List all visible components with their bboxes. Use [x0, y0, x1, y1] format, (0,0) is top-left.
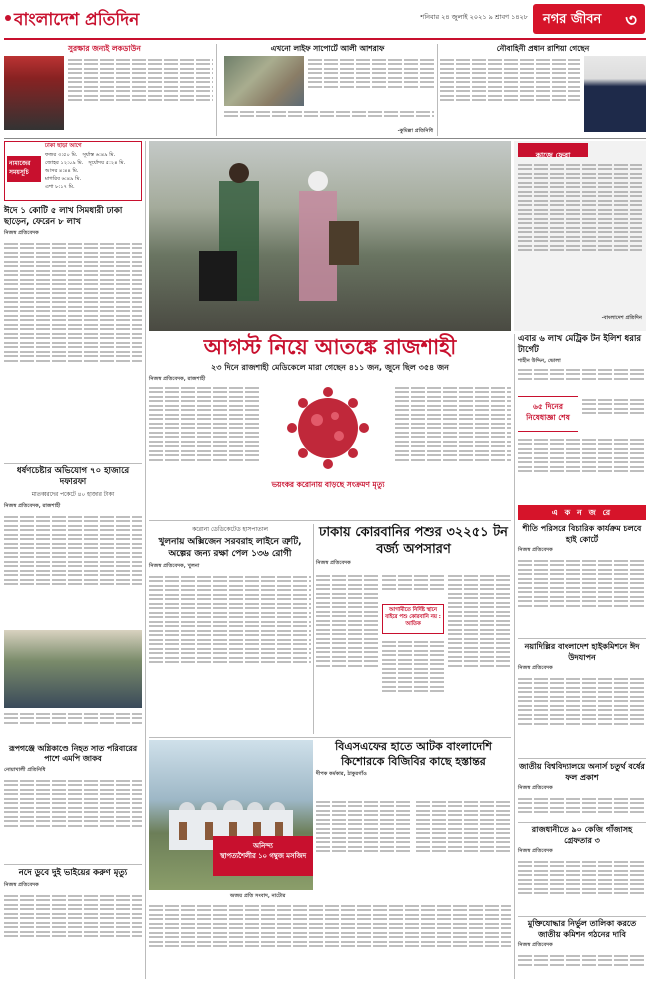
- top-story-2: [220, 44, 435, 136]
- prayer-time-box: [4, 141, 142, 201]
- story-title: নদে ডুবে দুই ভাইয়ের করুণ মৃত্যু: [18, 868, 128, 878]
- right-story-ilish: [518, 334, 646, 366]
- story-title: এবার ৬ লাখ মেট্রিক টন ইলিশ ধরার টার্গেট: [518, 334, 642, 355]
- story-body: [4, 892, 142, 968]
- prayer-times: ফজর ৩:৫০ মি. সূর্যাস্ত ৬:৪৯ মি. জোহর ১২:০৯ মি. সূর্যোদয় ৫:২৪ মি. আসর ৪:৪৪ মি. মাগরিব ৬:৪৯ মি. এশা ৮:১৭ মি.: [45, 152, 126, 190]
- logo-text: বাংলাদেশ প্রতিদিন: [14, 10, 140, 30]
- story-byline: নিজস্ব প্রতিবেদক: [518, 547, 553, 553]
- mosque-story-body: [149, 902, 511, 978]
- story-body-cont: [224, 108, 434, 128]
- photo-credit: -বাংলাদেশ প্রতিদিন: [601, 315, 642, 321]
- story-body: [308, 56, 434, 106]
- newspaper-logo: [4, 6, 154, 30]
- story-divider: [149, 737, 511, 738]
- ekanzre-banner: এ ক ন জ রে: [518, 505, 646, 520]
- story-byline: নিজস্ব প্রতিবেদক: [518, 942, 553, 948]
- left-story-sim: [4, 206, 142, 445]
- top-story-3: [440, 44, 646, 136]
- lead-headline: আগস্ট নিয়ে আতঙ্কে রাজশাহী: [203, 334, 457, 359]
- left-story-rape: [4, 466, 142, 631]
- right-story-eid: [518, 642, 646, 757]
- portrait-photo: [4, 56, 64, 130]
- story-byline: নিজস্ব প্রতিবেদক, খুলনা: [149, 563, 200, 569]
- ilish-body-c: [518, 436, 646, 502]
- top-story-1: [4, 44, 214, 134]
- story-title: ঢাকায় কোরবানির পশুর ৩২২৫১ টন বর্জ্য অপসারণ: [319, 525, 508, 557]
- portrait-photo: [224, 56, 304, 106]
- prayer-box-label: নামাজের সময়সূচি: [7, 156, 41, 182]
- story-title: রূপগঞ্জে অগ্নিকাণ্ডে নিহত সাত পরিবারের পাশে এমপি জাকব: [8, 744, 138, 763]
- rupganj-caption: [4, 710, 142, 738]
- story-body: [68, 56, 213, 130]
- story-body: [518, 795, 646, 829]
- story-title: খুলনায় অক্সিজেন সরবরাহ লাইনে ত্রুটি, অল্পের জন্য রক্ষা পেল ১৩৬ রোগী: [158, 537, 302, 559]
- story-title: জাতীয় বিশ্ববিদ্যালয়ে অনার্স চতুর্থ বর্ষের ফল প্রকাশ: [519, 762, 645, 782]
- virus-graphic: [265, 380, 391, 512]
- right-story-ganja: [518, 825, 646, 920]
- story-divider: [518, 758, 646, 759]
- photo-story-box: [514, 141, 646, 331]
- story-title: সুরক্ষার জন্যই লকডাউন: [68, 44, 141, 53]
- photo-tag: কাজে ফেরা: [518, 143, 588, 157]
- ilish-body-b: [582, 396, 646, 434]
- story-divider: [518, 638, 646, 639]
- story-body: [518, 557, 646, 639]
- ilish-pull-quote: ৬৫ দিনের নিষেধাজ্ঞা শেষ: [518, 396, 578, 432]
- left-story-drown: [4, 868, 142, 968]
- story-byline: নোয়াখালী প্রতিনিধি: [4, 767, 46, 773]
- story-title: নয়াদিল্লির বাংলাদেশ হাইকমিশনে ঈদ উদযাপন: [524, 642, 640, 662]
- rupganj-photo: [4, 630, 142, 708]
- story-title: নৌবাহিনী প্রধান রাশিয়া গেছেন: [496, 44, 590, 53]
- masthead-rule: [4, 38, 646, 40]
- column-divider: [514, 334, 515, 979]
- prayer-box-header: ঢাকা ছাড়া আগে: [45, 143, 82, 149]
- story-subtitle: মাতব্বরদের পকেটে ৪০ হাজার টাকা: [31, 492, 115, 498]
- hero-photo: [149, 141, 511, 331]
- story-byline: নিজস্ব প্রতিবেদক: [518, 848, 553, 854]
- column-divider: [216, 44, 217, 136]
- waste-story: [316, 524, 511, 734]
- right-story-univ: [518, 762, 646, 829]
- section-banner: [533, 4, 645, 34]
- khulna-story: [149, 524, 311, 734]
- story-body-col3: [395, 384, 511, 512]
- story-title: শীতি পরিসরে বিচারিক কার্যক্রম চলবে হাই কোর্টে: [522, 524, 642, 544]
- right-story-freedom: [518, 919, 646, 980]
- story-byline: নিজস্ব প্রতিবেদক: [4, 230, 39, 236]
- story-body-b: [416, 798, 511, 890]
- waste-quote-box: আগামীতে নির্দিষ্ট স্থানে বাইরে পশু কোরবানি নয় : আতিক: [382, 604, 444, 634]
- section-divider: [4, 138, 646, 139]
- story-body: [4, 513, 142, 631]
- story-body-b: [382, 572, 444, 602]
- story-byline: শাহীন উদ্দিন, ভোলা: [518, 358, 561, 364]
- story-title: বিএসএফের হাতে আটক বাংলাদেশি কিশোরকে বিজিবির কাছে হস্তান্তর: [335, 740, 492, 768]
- virus-caption: ভয়ংকর করোনায় বাড়ছে সংক্রমণ মৃত্যু: [271, 480, 385, 489]
- left-story-rupganj: [4, 744, 142, 859]
- story-body-a: [316, 572, 378, 732]
- lead-story: [149, 376, 511, 516]
- story-body: [518, 858, 646, 920]
- story-divider: [4, 864, 142, 865]
- story-byline: নিজস্ব প্রতিবেদক: [4, 882, 39, 888]
- story-body: [4, 240, 142, 445]
- dateline: শনিবার ২৪ জুলাই ২০২১ ৯ শ্রাবণ ১৪২৮: [420, 13, 528, 21]
- hero-photo-figures: [149, 141, 511, 331]
- masthead: [0, 0, 650, 42]
- story-divider: [518, 822, 646, 823]
- portrait-photo: [584, 56, 646, 132]
- story-body: [440, 56, 580, 132]
- story-byline: নিজস্ব প্রতিবেদক: [518, 785, 553, 791]
- story-byline: নিজস্ব প্রতিবেদক: [518, 665, 553, 671]
- column-divider: [313, 524, 314, 734]
- page-number: ৩: [625, 10, 637, 31]
- story-divider: [518, 916, 646, 917]
- story-credit: -কুমিল্লা প্রতিনিধি: [397, 128, 433, 134]
- story-body-col1: [149, 384, 261, 512]
- story-byline: নিজস্ব প্রতিবেদক, রাজশাহী: [149, 376, 206, 382]
- story-body-d: [448, 572, 511, 732]
- column-divider: [145, 141, 146, 979]
- story-divider: [149, 520, 511, 521]
- story-title: মুক্তিযোদ্ধার নির্ভুল তালিকা করতে জাতীয় কমিশন গঠনের দাবি: [527, 919, 637, 939]
- story-title: ধর্ষণচেষ্টার অভিযোগ ৭০ হাজারে দফারফা: [16, 466, 130, 487]
- bsf-story: [316, 740, 511, 890]
- story-body: [149, 573, 311, 721]
- lead-subhead: ২৩ দিনে রাজশাহী মেডিকেলে মারা গেছেন ৪১১ জন, জুনে ছিল ৩৫৪ জন: [211, 363, 449, 372]
- virus-icon: [265, 380, 391, 480]
- story-body: [4, 777, 142, 859]
- story-title: এখনো লাইফ সাপোর্টে আলী আশরাফ: [270, 44, 385, 53]
- story-body-c: [382, 638, 444, 732]
- ilish-body-a: [518, 366, 646, 392]
- right-story-court: [518, 524, 646, 639]
- photo-story-text: [518, 161, 642, 311]
- story-body: [518, 675, 646, 757]
- story-byline: দীপক কর্মকার, ঠাকুরগাঁও: [316, 771, 367, 777]
- story-byline: নিজস্ব প্রতিবেদক, রাজশাহী: [4, 503, 61, 509]
- story-kicker: করোনা ডেডিকেটেড হাসপাতাল: [192, 526, 268, 533]
- mosque-caption-box: অনিন্দ্য স্থাপত্যশৈলীর ১০ গম্বুজ মসজিদ: [213, 836, 313, 876]
- story-title: ঈদে ১ কোটি ৫ লাখ সিমধারী ঢাকা ছাড়েন, ফেরেন ৮ লাখ: [4, 206, 123, 227]
- section-title: নগর জীবন: [543, 12, 602, 27]
- story-body: [518, 952, 646, 980]
- story-byline: নিজস্ব প্রতিবেদক: [316, 560, 351, 566]
- mosque-credit: অজয় প্রতি সংবাদ, নাটোর: [230, 893, 286, 899]
- mosque-photo: [149, 740, 313, 890]
- story-title: রাজধানীতে ৯০ কেজি গাঁজাসহ গ্রেফতার ৩: [531, 825, 633, 845]
- column-divider: [437, 44, 438, 136]
- story-divider: [4, 463, 142, 464]
- story-body-a: [316, 798, 411, 890]
